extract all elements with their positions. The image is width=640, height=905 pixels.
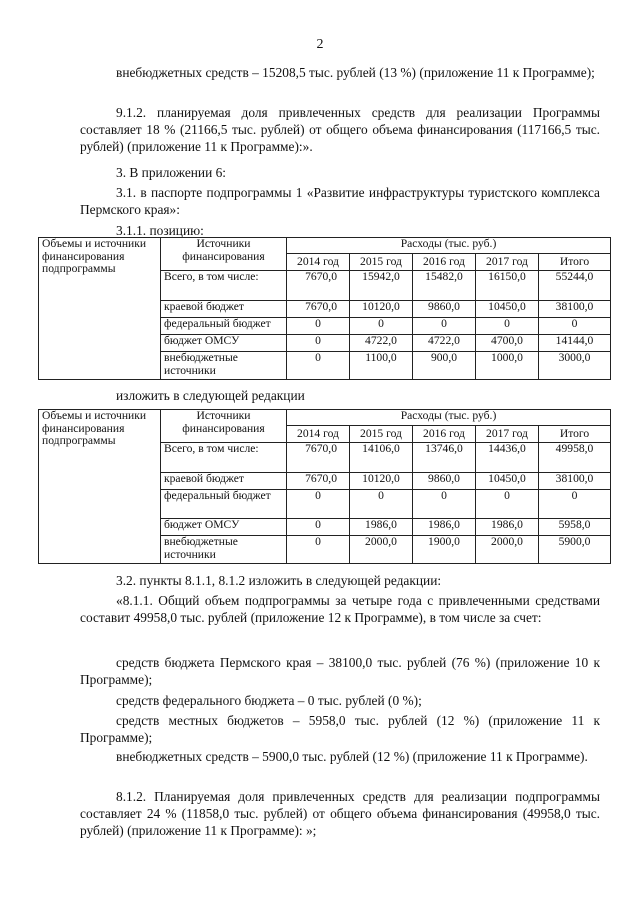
table-funding-label: Объемы и источники финансирования подпрограммы (39, 410, 161, 564)
cell-value: 0 (287, 536, 350, 564)
cell-value: 1000,0 (476, 352, 539, 380)
paragraph-3-1: 3.1. в паспорте подпрограммы 1 «Развитие инфраструктуры туристского комплекса Пермского края»: (80, 185, 600, 217)
cell-value: 16150,0 (476, 271, 539, 301)
year-header: 2014 год (287, 254, 350, 271)
cell-value: 0 (413, 318, 476, 335)
paragraph-8-1-1: «8.1.1. Общий объем подпрограммы за четыре года с привлеченными средствами составит 49958,0 тыс. рублей (приложение 12 к Программе), в том числе за счет: (80, 593, 600, 625)
cell-value: 0 (287, 318, 350, 335)
total-header: Итого (539, 254, 611, 271)
cell-value: 55244,0 (539, 271, 611, 301)
year-header: 2016 год (413, 254, 476, 271)
cell-value: 38100,0 (539, 473, 611, 490)
paragraph-8-1-2: 8.1.2. Планируемая доля привлеченных средств для реализации подпрограммы составляет 24 % (11858,0 тыс. рублей) от общего объема финансирования (49958,0 тыс. рублей) (приложение 11 к Программе): »; (80, 789, 600, 838)
cell-value: 10450,0 (476, 473, 539, 490)
cell-value: 4700,0 (476, 335, 539, 352)
cell-value: 7670,0 (287, 473, 350, 490)
row-label: внебюджетные источники (161, 536, 287, 564)
row-label: краевой бюджет (161, 301, 287, 318)
cell-value: 15482,0 (413, 271, 476, 301)
funding-table-old (38, 237, 611, 380)
cell-value: 5900,0 (539, 536, 611, 564)
year-header: 2015 год (350, 426, 413, 443)
table-expenses-header: Расходы (тыс. руб.) (287, 410, 611, 426)
cell-value: 0 (413, 490, 476, 519)
table-sources-header: Источники финансирования (161, 238, 287, 271)
cell-value: 7670,0 (287, 301, 350, 318)
cell-value: 0 (476, 318, 539, 335)
cell-value: 9860,0 (413, 301, 476, 318)
cell-value: 900,0 (413, 352, 476, 380)
table-expenses-header: Расходы (тыс. руб.) (287, 238, 611, 254)
cell-value: 15942,0 (350, 271, 413, 301)
row-label: бюджет ОМСУ (161, 335, 287, 352)
row-label: федеральный бюджет (161, 490, 287, 519)
cell-value: 7670,0 (287, 271, 350, 301)
paragraph-appendix-6: 3. В приложении 6: (116, 165, 227, 180)
cell-value: 2000,0 (476, 536, 539, 564)
cell-value: 49958,0 (539, 443, 611, 473)
year-header: 2017 год (476, 254, 539, 271)
funding-table-new (38, 409, 611, 564)
cell-value: 0 (539, 318, 611, 335)
paragraph-restate: изложить в следующей редакции (116, 388, 305, 403)
table-sources-header: Источники финансирования (161, 410, 287, 443)
year-header: 2014 год (287, 426, 350, 443)
total-header: Итого (539, 426, 611, 443)
row-label: внебюджетные источники (161, 352, 287, 380)
cell-value: 1986,0 (476, 519, 539, 536)
cell-value: 14106,0 (350, 443, 413, 473)
paragraph-regional-budget: средств бюджета Пермского края – 38100,0 тыс. рублей (76 %) (приложение 10 к Программе); (80, 655, 600, 687)
paragraph-local-budgets: средств местных бюджетов – 5958,0 тыс. рублей (12 %) (приложение 11 к Программе); (80, 713, 600, 745)
cell-value: 5958,0 (539, 519, 611, 536)
cell-value: 1900,0 (413, 536, 476, 564)
page-number: 2 (316, 37, 324, 52)
cell-value: 0 (350, 318, 413, 335)
cell-value: 1986,0 (350, 519, 413, 536)
cell-value: 10450,0 (476, 301, 539, 318)
year-header: 2017 год (476, 426, 539, 443)
cell-value: 7670,0 (287, 443, 350, 473)
year-header: 2016 год (413, 426, 476, 443)
row-label: федеральный бюджет (161, 318, 287, 335)
cell-value: 14144,0 (539, 335, 611, 352)
cell-value: 2000,0 (350, 536, 413, 564)
cell-value: 3000,0 (539, 352, 611, 380)
row-label: Всего, в том числе: (161, 271, 287, 301)
cell-value: 10120,0 (350, 473, 413, 490)
cell-value: 38100,0 (539, 301, 611, 318)
table-funding-label: Объемы и источники финансирования подпрограммы (39, 238, 161, 380)
cell-value: 0 (539, 490, 611, 519)
cell-value: 1986,0 (413, 519, 476, 536)
cell-value: 0 (287, 335, 350, 352)
cell-value: 4722,0 (413, 335, 476, 352)
row-label: бюджет ОМСУ (161, 519, 287, 536)
cell-value: 0 (476, 490, 539, 519)
cell-value: 0 (287, 519, 350, 536)
cell-value: 0 (350, 490, 413, 519)
cell-value: 9860,0 (413, 473, 476, 490)
paragraph-federal-budget: средств федерального бюджета – 0 тыс. рублей (0 %); (116, 693, 422, 708)
row-label: краевой бюджет (161, 473, 287, 490)
row-label: Всего, в том числе: (161, 443, 287, 473)
paragraph-offbudget: внебюджетных средств – 15208,5 тыс. рублей (13 %) (приложение 11 к Программе); (116, 65, 595, 80)
cell-value: 4722,0 (350, 335, 413, 352)
paragraph-3-2: 3.2. пункты 8.1.1, 8.1.2 изложить в следующей редакции: (116, 573, 442, 588)
cell-value: 13746,0 (413, 443, 476, 473)
paragraph-3-1-1: 3.1.1. позицию: (116, 223, 204, 238)
paragraph-offbudget-funds: внебюджетных средств – 5900,0 тыс. рублей (12 %) (приложение 11 к Программе). (116, 749, 588, 764)
cell-value: 0 (287, 352, 350, 380)
cell-value: 10120,0 (350, 301, 413, 318)
year-header: 2015 год (350, 254, 413, 271)
paragraph-9-1-2: 9.1.2. планируемая доля привлеченных средств для реализации Программы составляет 18 % (21166,5 тыс. рублей) от общего объема финансирования (117166,5 тыс. рублей) (приложение 11 к Программе):». (80, 105, 600, 154)
cell-value: 1100,0 (350, 352, 413, 380)
cell-value: 14436,0 (476, 443, 539, 473)
cell-value: 0 (287, 490, 350, 519)
